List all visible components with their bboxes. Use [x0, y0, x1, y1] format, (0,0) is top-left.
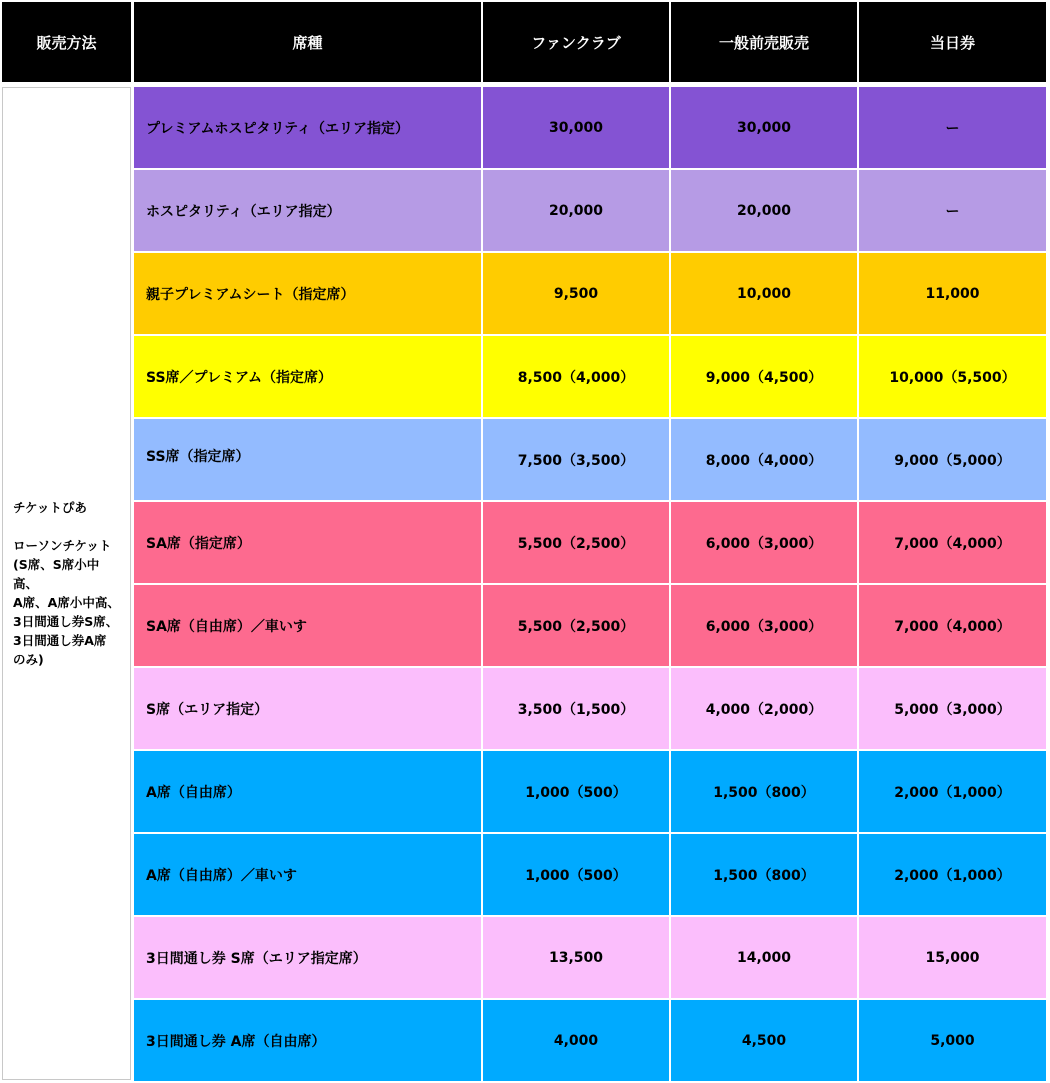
- day-of-price-cell: 9,000（5,000）: [859, 419, 1046, 500]
- advance-price-cell: 14,000: [671, 917, 857, 998]
- fanclub-price-cell: 9,500: [483, 253, 669, 334]
- table-row: [134, 170, 1046, 251]
- seat-type-cell: ホスピタリティ（エリア指定）: [134, 170, 481, 251]
- header-advance-sale: 一般前売販売: [671, 2, 857, 82]
- seat-type-cell: 3日間通し券 S席（エリア指定席）: [134, 917, 481, 998]
- advance-price-cell: 1,500（800）: [671, 751, 857, 832]
- seat-type-cell: SS席（指定席）: [134, 419, 481, 500]
- day-of-price-cell: 2,000（1,000）: [859, 834, 1046, 915]
- fanclub-price-cell: 1,000（500）: [483, 751, 669, 832]
- seat-type-cell: A席（自由席）／車いす: [134, 834, 481, 915]
- fanclub-price-cell: 13,500: [483, 917, 669, 998]
- day-of-price-cell: 7,000（4,000）: [859, 502, 1046, 583]
- advance-price-cell: 4,500: [671, 1000, 857, 1081]
- seat-type-cell: A席（自由席）: [134, 751, 481, 832]
- seat-type-cell: SA席（指定席）: [134, 502, 481, 583]
- day-of-price-cell: ー: [859, 87, 1046, 168]
- day-of-price-cell: 15,000: [859, 917, 1046, 998]
- table-row: [134, 751, 1046, 832]
- fanclub-price-cell: 30,000: [483, 87, 669, 168]
- header-day-of: 当日券: [859, 2, 1046, 82]
- fanclub-price-cell: 7,500（3,500）: [483, 419, 669, 500]
- advance-price-cell: 6,000（3,000）: [671, 585, 857, 666]
- advance-price-cell: 6,000（3,000）: [671, 502, 857, 583]
- fanclub-price-cell: 20,000: [483, 170, 669, 251]
- fanclub-price-cell: 3,500（1,500）: [483, 668, 669, 749]
- day-of-price-cell: ー: [859, 170, 1046, 251]
- table-row: [134, 502, 1046, 583]
- table-row: [134, 1000, 1046, 1081]
- table-row: [134, 419, 1046, 500]
- seat-type-cell: SS席／プレミアム（指定席）: [134, 336, 481, 417]
- table-row: [134, 336, 1046, 417]
- table-row: [134, 917, 1046, 998]
- day-of-price-cell: 10,000（5,500）: [859, 336, 1046, 417]
- day-of-price-cell: 5,000（3,000）: [859, 668, 1046, 749]
- header-seat-type: 席種: [134, 2, 481, 82]
- day-of-price-cell: 11,000: [859, 253, 1046, 334]
- seat-type-cell: プレミアムホスピタリティ（エリア指定）: [134, 87, 481, 168]
- advance-price-cell: 4,000（2,000）: [671, 668, 857, 749]
- fanclub-price-cell: 4,000: [483, 1000, 669, 1081]
- advance-price-cell: 30,000: [671, 87, 857, 168]
- day-of-price-cell: 2,000（1,000）: [859, 751, 1046, 832]
- advance-price-cell: 8,000（4,000）: [671, 419, 857, 500]
- day-of-price-cell: 7,000（4,000）: [859, 585, 1046, 666]
- advance-price-cell: 20,000: [671, 170, 857, 251]
- header-fanclub: ファンクラブ: [483, 2, 669, 82]
- seat-type-cell: 親子プレミアムシート（指定席）: [134, 253, 481, 334]
- day-of-price-cell: 5,000: [859, 1000, 1046, 1081]
- header-sales-method: 販売方法: [2, 2, 131, 82]
- fanclub-price-cell: 8,500（4,000）: [483, 336, 669, 417]
- advance-price-cell: 1,500（800）: [671, 834, 857, 915]
- table-row: [134, 87, 1046, 168]
- table-row: [134, 253, 1046, 334]
- table-row: [134, 585, 1046, 666]
- seat-type-cell: S席（エリア指定）: [134, 668, 481, 749]
- sales-method-cell: [2, 87, 131, 1080]
- fanclub-price-cell: 5,500（2,500）: [483, 585, 669, 666]
- sales-method-text: チケットぴあ ローソンチケット (S席、S席小中高、 A席、A席小中高、 3日間通し券S席、 3日間通し券A席 のみ): [13, 500, 120, 667]
- seat-type-cell: 3日間通し券 A席（自由席）: [134, 1000, 481, 1081]
- table-row: [134, 668, 1046, 749]
- advance-price-cell: 9,000（4,500）: [671, 336, 857, 417]
- table-row: [134, 834, 1046, 915]
- fanclub-price-cell: 5,500（2,500）: [483, 502, 669, 583]
- seat-type-cell: SA席（自由席）／車いす: [134, 585, 481, 666]
- fanclub-price-cell: 1,000（500）: [483, 834, 669, 915]
- advance-price-cell: 10,000: [671, 253, 857, 334]
